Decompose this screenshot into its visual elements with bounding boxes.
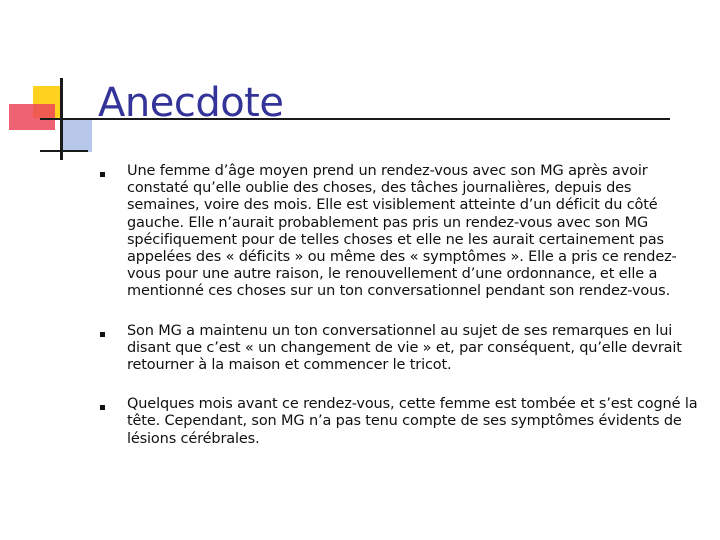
- slide-title: Anecdote: [98, 80, 284, 126]
- logo-blue-square: [62, 118, 92, 152]
- bullet-item: [100, 163, 700, 301]
- bullet-item: [100, 396, 700, 448]
- bullet-list: [100, 163, 700, 466]
- square-bullet-icon: [100, 405, 105, 410]
- square-bullet-icon: [100, 332, 105, 337]
- bullet-text: Son MG a maintenu un ton conversationnel au sujet de ses remarques en lui disant que c’est « un changement de vie » et, par conséquent, qu’elle devrait retourner à la maison et commencer le tricot.: [127, 322, 682, 374]
- logo-red-square: [9, 104, 55, 130]
- bullet-text: Une femme d’âge moyen prend un rendez-vous avec son MG après avoir constaté qu’elle oublie des choses, des tâches journalières, depuis des semaines, voire des mois. Elle est visiblement atteinte d’un déficit du côté gauche. Elle n’aurait probablement pas pris un rendez-vous avec son MG spécifiquement pour de telles choses et elle ne les aurait certainement pas appelées des « déficits » ou même des « symptômes ». Elle a pris ce rendez-vous pour une autre raison, le renouvellement d’une ordonnance, et elle a mentionné ces choses sur un ton conversationnel pendant son rendez-vous.: [127, 163, 677, 300]
- bullet-item: [100, 323, 700, 375]
- logo-horizontal-line: [40, 150, 88, 152]
- bullet-text: Quelques mois avant ce rendez-vous, cette femme est tombée et s’est cogné la tête. Cependant, son MG n’a pas tenu compte de ses symptômes évidents de lésions cérébrales.: [127, 396, 698, 447]
- square-bullet-icon: [100, 172, 105, 177]
